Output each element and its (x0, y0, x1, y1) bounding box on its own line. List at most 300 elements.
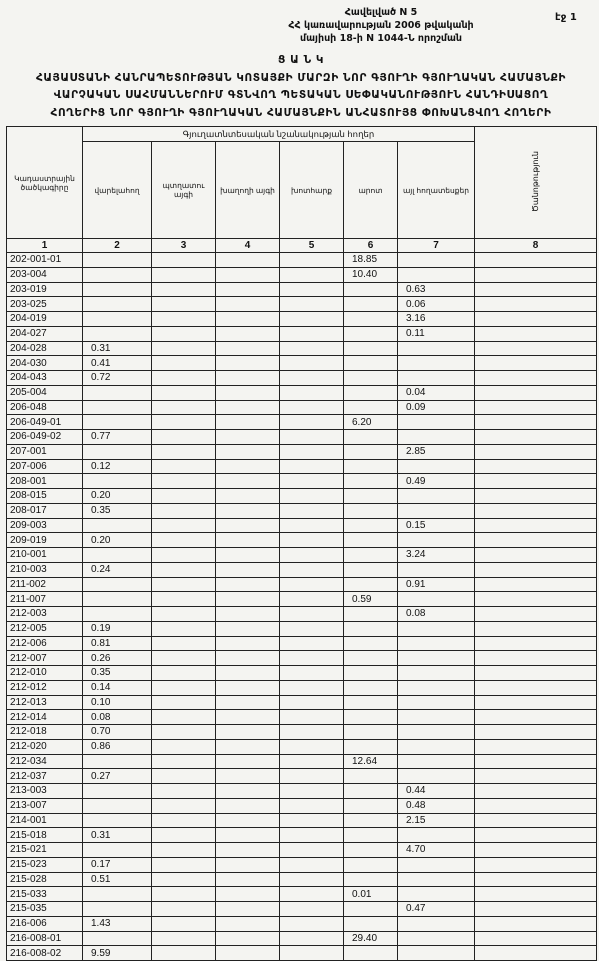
vineyard-cell (216, 503, 280, 518)
cadastral-code-cell: 215-021 (7, 843, 83, 858)
table-row (7, 267, 597, 282)
cadastral-code-cell: 203-025 (7, 297, 83, 312)
table-body (7, 253, 597, 961)
cadastral-code-cell: 209-003 (7, 518, 83, 533)
pasture-cell (344, 636, 398, 651)
vineyard-cell (216, 857, 280, 872)
arable-cell: 0.17 (83, 857, 152, 872)
hayfield-cell (280, 843, 344, 858)
orchard-cell (152, 784, 216, 799)
table-row (7, 341, 597, 356)
vineyard-cell (216, 459, 280, 474)
vineyard-cell (216, 739, 280, 754)
table-row (7, 503, 597, 518)
vineyard-cell (216, 533, 280, 548)
arable-cell: 9.59 (83, 946, 152, 961)
cadastral-code-cell: 204-030 (7, 356, 83, 371)
pasture-cell (344, 385, 398, 400)
other-land-cell (398, 946, 475, 961)
note-cell (475, 415, 597, 430)
hayfield-cell (280, 784, 344, 799)
table-row (7, 548, 597, 563)
hayfield-cell (280, 474, 344, 489)
arable-cell: 0.41 (83, 356, 152, 371)
pasture-cell (344, 459, 398, 474)
government-line: ՀՀ կառավարության 2006 թվականի (288, 20, 474, 31)
pasture-cell (344, 607, 398, 622)
note-cell (475, 902, 597, 917)
vineyard-cell (216, 371, 280, 386)
note-cell (475, 533, 597, 548)
table-row (7, 946, 597, 961)
orchard-cell (152, 474, 216, 489)
other-land-cell (398, 769, 475, 784)
other-land-cell (398, 754, 475, 769)
cadastral-code-cell: 208-001 (7, 474, 83, 489)
vineyard-cell (216, 754, 280, 769)
orchard-cell (152, 680, 216, 695)
vineyard-cell (216, 607, 280, 622)
header-note-cell (475, 127, 597, 239)
cadastral-code-cell: 206-049-01 (7, 415, 83, 430)
table-row (7, 518, 597, 533)
table-row (7, 754, 597, 769)
orchard-cell (152, 533, 216, 548)
arable-cell: 0.20 (83, 489, 152, 504)
hayfield-cell (280, 725, 344, 740)
hayfield-cell (280, 430, 344, 445)
note-cell (475, 267, 597, 282)
hayfield-cell (280, 931, 344, 946)
hayfield-cell (280, 798, 344, 813)
vineyard-cell (216, 312, 280, 327)
note-cell (475, 577, 597, 592)
header-note: Ծանոթություն (531, 151, 540, 212)
cadastral-code-cell: 215-033 (7, 887, 83, 902)
arable-cell (83, 474, 152, 489)
other-land-cell: 0.91 (398, 577, 475, 592)
cadastral-code-cell: 212-013 (7, 695, 83, 710)
cadastral-code-cell: 216-006 (7, 916, 83, 931)
arable-cell: 0.10 (83, 695, 152, 710)
note-cell (475, 739, 597, 754)
table-row (7, 533, 597, 548)
other-land-cell (398, 533, 475, 548)
orchard-cell (152, 695, 216, 710)
table-row (7, 312, 597, 327)
cadastral-code-cell: 214-001 (7, 813, 83, 828)
note-cell (475, 769, 597, 784)
other-land-cell (398, 415, 475, 430)
table-row (7, 651, 597, 666)
pasture-cell (344, 739, 398, 754)
header-agricultural-land-group: Գյուղատնտեսական նշանակության հողեր (83, 127, 475, 142)
other-land-cell (398, 651, 475, 666)
orchard-cell (152, 489, 216, 504)
hayfield-cell (280, 651, 344, 666)
orchard-cell (152, 548, 216, 563)
cadastral-code-cell: 209-019 (7, 533, 83, 548)
arable-cell (83, 415, 152, 430)
vineyard-cell (216, 415, 280, 430)
hayfield-cell (280, 857, 344, 872)
arable-cell: 0.31 (83, 828, 152, 843)
table-row (7, 887, 597, 902)
note-cell (475, 548, 597, 563)
orchard-cell (152, 356, 216, 371)
cadastral-code-cell: 208-017 (7, 503, 83, 518)
orchard-cell (152, 341, 216, 356)
pasture-cell: 0.59 (344, 592, 398, 607)
other-land-cell (398, 857, 475, 872)
title-heading: Ց Ա Ն Կ (277, 54, 325, 66)
hayfield-cell (280, 887, 344, 902)
note-cell (475, 857, 597, 872)
arable-cell (83, 798, 152, 813)
table-row (7, 444, 597, 459)
orchard-cell (152, 459, 216, 474)
orchard-cell (152, 400, 216, 415)
cadastral-code-cell: 212-006 (7, 636, 83, 651)
table-row (7, 430, 597, 445)
hayfield-cell (280, 828, 344, 843)
vineyard-cell (216, 430, 280, 445)
arable-cell: 0.51 (83, 872, 152, 887)
other-land-cell: 3.16 (398, 312, 475, 327)
other-land-cell (398, 695, 475, 710)
vineyard-cell (216, 636, 280, 651)
orchard-cell (152, 312, 216, 327)
title-line-2: ՎԱՐՉԱԿԱՆ ՍԱՀՄԱՆՆԵՐՈՒՄ ԳՏՆՎՈՂ ՊԵՏԱԿԱՆ ՍԵՓԱԿԱՆՈՒԹՅՈՒՆ ՀԱՆԴԻՍԱՑՈՂ (53, 89, 549, 101)
column-number: 8 (475, 239, 597, 253)
note-cell (475, 680, 597, 695)
hayfield-cell (280, 902, 344, 917)
arable-cell: 0.27 (83, 769, 152, 784)
other-land-cell: 0.49 (398, 474, 475, 489)
hayfield-cell (280, 444, 344, 459)
table-row (7, 798, 597, 813)
cadastral-code-cell: 206-048 (7, 400, 83, 415)
table-row (7, 577, 597, 592)
orchard-cell (152, 253, 216, 268)
other-land-cell: 3.24 (398, 548, 475, 563)
arable-cell (83, 297, 152, 312)
orchard-cell (152, 267, 216, 282)
land-table (6, 126, 597, 961)
decision-line: մայիսի 18-ի N 1044-Ն որոշման (300, 33, 462, 44)
orchard-cell (152, 651, 216, 666)
vineyard-cell (216, 666, 280, 681)
pasture-cell (344, 621, 398, 636)
note-cell (475, 400, 597, 415)
hayfield-cell (280, 695, 344, 710)
hayfield-cell (280, 607, 344, 622)
note-cell (475, 297, 597, 312)
other-land-cell: 4.70 (398, 843, 475, 858)
header-cadastral-code: Կադաստրային ծածկագիրը (7, 127, 83, 239)
pasture-cell: 10.40 (344, 267, 398, 282)
table-row (7, 385, 597, 400)
table-row (7, 282, 597, 297)
orchard-cell (152, 887, 216, 902)
cadastral-code-cell: 207-006 (7, 459, 83, 474)
orchard-cell (152, 857, 216, 872)
orchard-cell (152, 828, 216, 843)
pasture-cell (344, 916, 398, 931)
annex-label: Հավելված N 5 (344, 7, 418, 18)
other-land-cell: 0.09 (398, 400, 475, 415)
hayfield-cell (280, 666, 344, 681)
pasture-cell (344, 518, 398, 533)
pasture-cell (344, 946, 398, 961)
cadastral-code-cell: 205-004 (7, 385, 83, 400)
pasture-cell: 29.40 (344, 931, 398, 946)
cadastral-code-cell: 212-007 (7, 651, 83, 666)
orchard-cell (152, 607, 216, 622)
orchard-cell (152, 798, 216, 813)
other-land-cell (398, 592, 475, 607)
vineyard-cell (216, 784, 280, 799)
orchard-cell (152, 946, 216, 961)
table-row (7, 695, 597, 710)
cadastral-code-cell: 212-005 (7, 621, 83, 636)
arable-cell: 0.86 (83, 739, 152, 754)
cadastral-code-cell: 216-008-01 (7, 931, 83, 946)
table-row (7, 710, 597, 725)
title-line-1: ՀԱՅԱՍՏԱՆԻ ՀԱՆՐԱՊԵՏՈՒԹՅԱՆ ԿՈՏԱՅՔԻ ՄԱՐԶԻ ՆՈՐ ԳՅՈՒՂԻ ԳՅՈՒՂԱԿԱՆ ՀԱՄԱՅՆՔԻ (35, 71, 567, 84)
vineyard-cell (216, 725, 280, 740)
arable-cell: 0.72 (83, 371, 152, 386)
hayfield-cell (280, 282, 344, 297)
other-land-cell: 0.47 (398, 902, 475, 917)
arable-cell: 1.43 (83, 916, 152, 931)
other-land-cell: 0.04 (398, 385, 475, 400)
table-row (7, 666, 597, 681)
orchard-cell (152, 769, 216, 784)
hayfield-cell (280, 533, 344, 548)
orchard-cell (152, 518, 216, 533)
pasture-cell (344, 680, 398, 695)
note-cell (475, 430, 597, 445)
note-cell (475, 931, 597, 946)
hayfield-cell (280, 710, 344, 725)
pasture-cell (344, 297, 398, 312)
other-land-cell (398, 267, 475, 282)
note-cell (475, 341, 597, 356)
note-cell (475, 636, 597, 651)
arable-cell: 0.12 (83, 459, 152, 474)
table-row (7, 621, 597, 636)
pasture-cell (344, 282, 398, 297)
arable-cell (83, 843, 152, 858)
table-row (7, 636, 597, 651)
pasture-cell (344, 577, 398, 592)
arable-cell: 0.08 (83, 710, 152, 725)
hayfield-cell (280, 592, 344, 607)
other-land-cell: 0.11 (398, 326, 475, 341)
arable-cell (83, 267, 152, 282)
header-vineyard: խաղողի այգի (216, 142, 280, 239)
other-land-cell: 2.15 (398, 813, 475, 828)
cadastral-code-cell: 212-010 (7, 666, 83, 681)
arable-cell: 0.26 (83, 651, 152, 666)
orchard-cell (152, 754, 216, 769)
pasture-cell: 12.64 (344, 754, 398, 769)
pasture-cell (344, 695, 398, 710)
vineyard-cell (216, 651, 280, 666)
vineyard-cell (216, 621, 280, 636)
cadastral-code-cell: 212-037 (7, 769, 83, 784)
hayfield-cell (280, 946, 344, 961)
arable-cell: 0.19 (83, 621, 152, 636)
cadastral-code-cell: 212-014 (7, 710, 83, 725)
pasture-cell (344, 356, 398, 371)
hayfield-cell (280, 636, 344, 651)
note-cell (475, 518, 597, 533)
other-land-cell (398, 739, 475, 754)
other-land-cell: 0.44 (398, 784, 475, 799)
vineyard-cell (216, 680, 280, 695)
cadastral-code-cell: 206-049-02 (7, 430, 83, 445)
note-cell (475, 666, 597, 681)
hayfield-cell (280, 916, 344, 931)
note-cell (475, 444, 597, 459)
pasture-cell (344, 725, 398, 740)
pasture-cell (344, 371, 398, 386)
note-cell (475, 872, 597, 887)
note-cell (475, 459, 597, 474)
hayfield-cell (280, 267, 344, 282)
orchard-cell (152, 931, 216, 946)
arable-cell (83, 607, 152, 622)
arable-cell: 0.24 (83, 562, 152, 577)
pasture-cell (344, 444, 398, 459)
table-row (7, 916, 597, 931)
pasture-cell (344, 548, 398, 563)
hayfield-cell (280, 356, 344, 371)
other-land-cell: 0.63 (398, 282, 475, 297)
arable-cell (83, 385, 152, 400)
note-cell (475, 312, 597, 327)
hayfield-cell (280, 518, 344, 533)
cadastral-code-cell: 202-001-01 (7, 253, 83, 268)
note-cell (475, 828, 597, 843)
cadastral-code-cell: 210-001 (7, 548, 83, 563)
cadastral-code-cell: 212-003 (7, 607, 83, 622)
cadastral-code-cell: 207-001 (7, 444, 83, 459)
hayfield-cell (280, 371, 344, 386)
other-land-cell (398, 666, 475, 681)
other-land-cell (398, 489, 475, 504)
vineyard-cell (216, 444, 280, 459)
other-land-cell (398, 621, 475, 636)
table-row (7, 297, 597, 312)
column-number: 3 (152, 239, 216, 253)
note-cell (475, 695, 597, 710)
other-land-cell: 0.48 (398, 798, 475, 813)
vineyard-cell (216, 282, 280, 297)
orchard-cell (152, 562, 216, 577)
hayfield-cell (280, 297, 344, 312)
other-land-cell: 0.06 (398, 297, 475, 312)
arable-cell: 0.20 (83, 533, 152, 548)
arable-cell (83, 931, 152, 946)
pasture-cell (344, 312, 398, 327)
note-cell (475, 607, 597, 622)
cadastral-code-cell: 212-034 (7, 754, 83, 769)
arable-cell (83, 400, 152, 415)
arable-cell: 0.81 (83, 636, 152, 651)
vineyard-cell (216, 813, 280, 828)
arable-cell (83, 444, 152, 459)
table-row (7, 459, 597, 474)
arable-cell (83, 548, 152, 563)
orchard-cell (152, 666, 216, 681)
table-row (7, 857, 597, 872)
note-cell (475, 887, 597, 902)
cadastral-code-cell: 203-004 (7, 267, 83, 282)
orchard-cell (152, 444, 216, 459)
orchard-cell (152, 577, 216, 592)
cadastral-code-cell: 215-023 (7, 857, 83, 872)
table-row (7, 931, 597, 946)
note-cell (475, 489, 597, 504)
header-orchard: պտղատու այգի (152, 142, 216, 239)
cadastral-code-cell: 204-028 (7, 341, 83, 356)
arable-cell (83, 592, 152, 607)
note-cell (475, 326, 597, 341)
other-land-cell (398, 562, 475, 577)
other-land-cell (398, 931, 475, 946)
arable-cell: 0.14 (83, 680, 152, 695)
table-row (7, 607, 597, 622)
orchard-cell (152, 326, 216, 341)
pasture-cell (344, 784, 398, 799)
hayfield-cell (280, 489, 344, 504)
table-row (7, 253, 597, 268)
other-land-cell (398, 872, 475, 887)
pasture-cell: 0.01 (344, 887, 398, 902)
table-row (7, 843, 597, 858)
vineyard-cell (216, 916, 280, 931)
pasture-cell (344, 533, 398, 548)
cadastral-code-cell: 208-015 (7, 489, 83, 504)
arable-cell (83, 326, 152, 341)
pasture-cell: 18.85 (344, 253, 398, 268)
other-land-cell (398, 430, 475, 445)
other-land-cell (398, 459, 475, 474)
table-row (7, 828, 597, 843)
pasture-cell (344, 710, 398, 725)
pasture-cell (344, 857, 398, 872)
vineyard-cell (216, 562, 280, 577)
pasture-cell (344, 430, 398, 445)
vineyard-cell (216, 769, 280, 784)
vineyard-cell (216, 577, 280, 592)
table-row (7, 415, 597, 430)
note-cell (475, 946, 597, 961)
other-land-cell (398, 916, 475, 931)
pasture-cell (344, 872, 398, 887)
note-cell (475, 562, 597, 577)
pasture-cell (344, 666, 398, 681)
hayfield-cell (280, 341, 344, 356)
table-row (7, 784, 597, 799)
hayfield-cell (280, 739, 344, 754)
cadastral-code-cell: 216-008-02 (7, 946, 83, 961)
orchard-cell (152, 710, 216, 725)
arable-cell (83, 784, 152, 799)
